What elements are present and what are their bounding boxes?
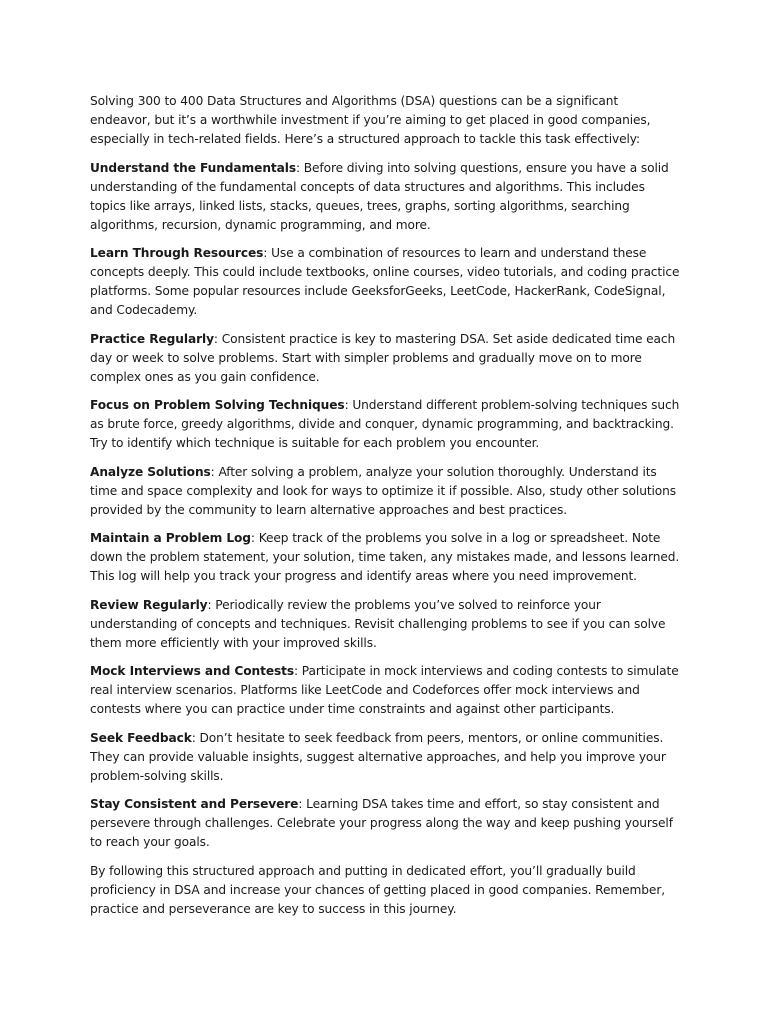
item-title: Mock Interviews and Contests xyxy=(90,664,295,678)
item-text: : Understand different problem-solving techniques such as brute force, greedy algorithms, divide and conquer, dynamic programming, and backtracking. Try to identify which technique is suitable for each problem you encounter. xyxy=(90,398,680,450)
item-text: : Periodically review the problems you’ve solved to reinforce your understanding of concepts and techniques. Revisit challenging problems to see if you can solve them more efficiently with your improved skills. xyxy=(90,597,666,650)
item-paragraph xyxy=(90,795,680,852)
item-title: Stay Consistent and Persevere xyxy=(90,797,299,811)
item-paragraph xyxy=(90,529,680,586)
item-text: : Use a combination of resources to learn and understand these concepts deeply. This could include textbooks, online courses, video tutorials, and coding practice platforms. Some popular resources include GeeksforGeeks, LeetCode, HackerRank, CodeSignal, and Codecademy. xyxy=(90,246,680,317)
document-page xyxy=(90,92,680,928)
item-title: Practice Regularly xyxy=(90,331,214,346)
item-paragraph xyxy=(90,159,680,235)
item-title: Seek Feedback xyxy=(90,730,192,745)
item-paragraph xyxy=(90,596,680,653)
item-title: Understand the Fundamentals xyxy=(90,160,296,175)
intro-paragraph: Solving 300 to 400 Data Structures and Algorithms (DSA) questions can be a significant endeavor, but it’s a worthwhile investment if you’re aiming to get placed in good companies, especially in tech-related fields. Here’s a structured approach to tackle this task effectively: xyxy=(90,94,651,146)
item-paragraph xyxy=(90,463,680,520)
item-paragraph xyxy=(90,396,680,453)
item-title: Learn Through Resources xyxy=(90,246,264,260)
item-paragraph xyxy=(90,330,680,387)
item-paragraph xyxy=(90,244,680,320)
item-text: : Participate in mock interviews and coding contests to simulate real interview scenarios. Platforms like LeetCode and Codeforces offer mock interviews and contests where you can practice under time constraints and against other participants. xyxy=(90,664,679,716)
item-text: : Keep track of the problems you solve in a log or spreadsheet. Note down the problem statement, your solution, time taken, any mistakes made, and lessons learned. This log will help you track your progress and identify areas where you need improvement. xyxy=(90,531,680,583)
item-text: : Before diving into solving questions, ensure you have a solid understanding of the fundamental concepts of data structures and algorithms. This includes topics like arrays, linked lists, stacks, queues, trees, graphs, sorting algorithms, searching algorithms, recursion, dynamic programming, and more. xyxy=(90,160,669,232)
item-paragraph xyxy=(90,729,680,786)
item-title: Maintain a Problem Log xyxy=(90,531,251,545)
item-title: Focus on Problem Solving Techniques xyxy=(90,398,345,412)
item-title: Review Regularly xyxy=(90,597,208,612)
conclusion-paragraph: By following this structured approach and putting in dedicated effort, you’ll gradually build proficiency in DSA and increase your chances of getting placed in good companies. Remember, practice and perseverance are key to success in this journey. xyxy=(90,863,666,916)
item-text: : Consistent practice is key to mastering DSA. Set aside dedicated time each day or week to solve problems. Start with simpler problems and gradually move on to more complex ones as you gain confidence. xyxy=(90,331,676,384)
item-text: : After solving a problem, analyze your solution thoroughly. Understand its time and space complexity and look for ways to optimize it if possible. Also, study other solutions provided by the community to learn alternative approaches and best practices. xyxy=(90,464,677,517)
item-paragraph xyxy=(90,662,680,719)
item-text: : Learning DSA takes time and effort, so stay consistent and persevere through challenges. Celebrate your progress along the way and keep pushing yourself to reach your goals. xyxy=(90,797,673,849)
item-title: Analyze Solutions xyxy=(90,464,211,479)
item-text: : Don’t hesitate to seek feedback from peers, mentors, or online communities. They can provide valuable insights, suggest alternative approaches, and help you improve your problem-solving skills. xyxy=(90,730,666,783)
